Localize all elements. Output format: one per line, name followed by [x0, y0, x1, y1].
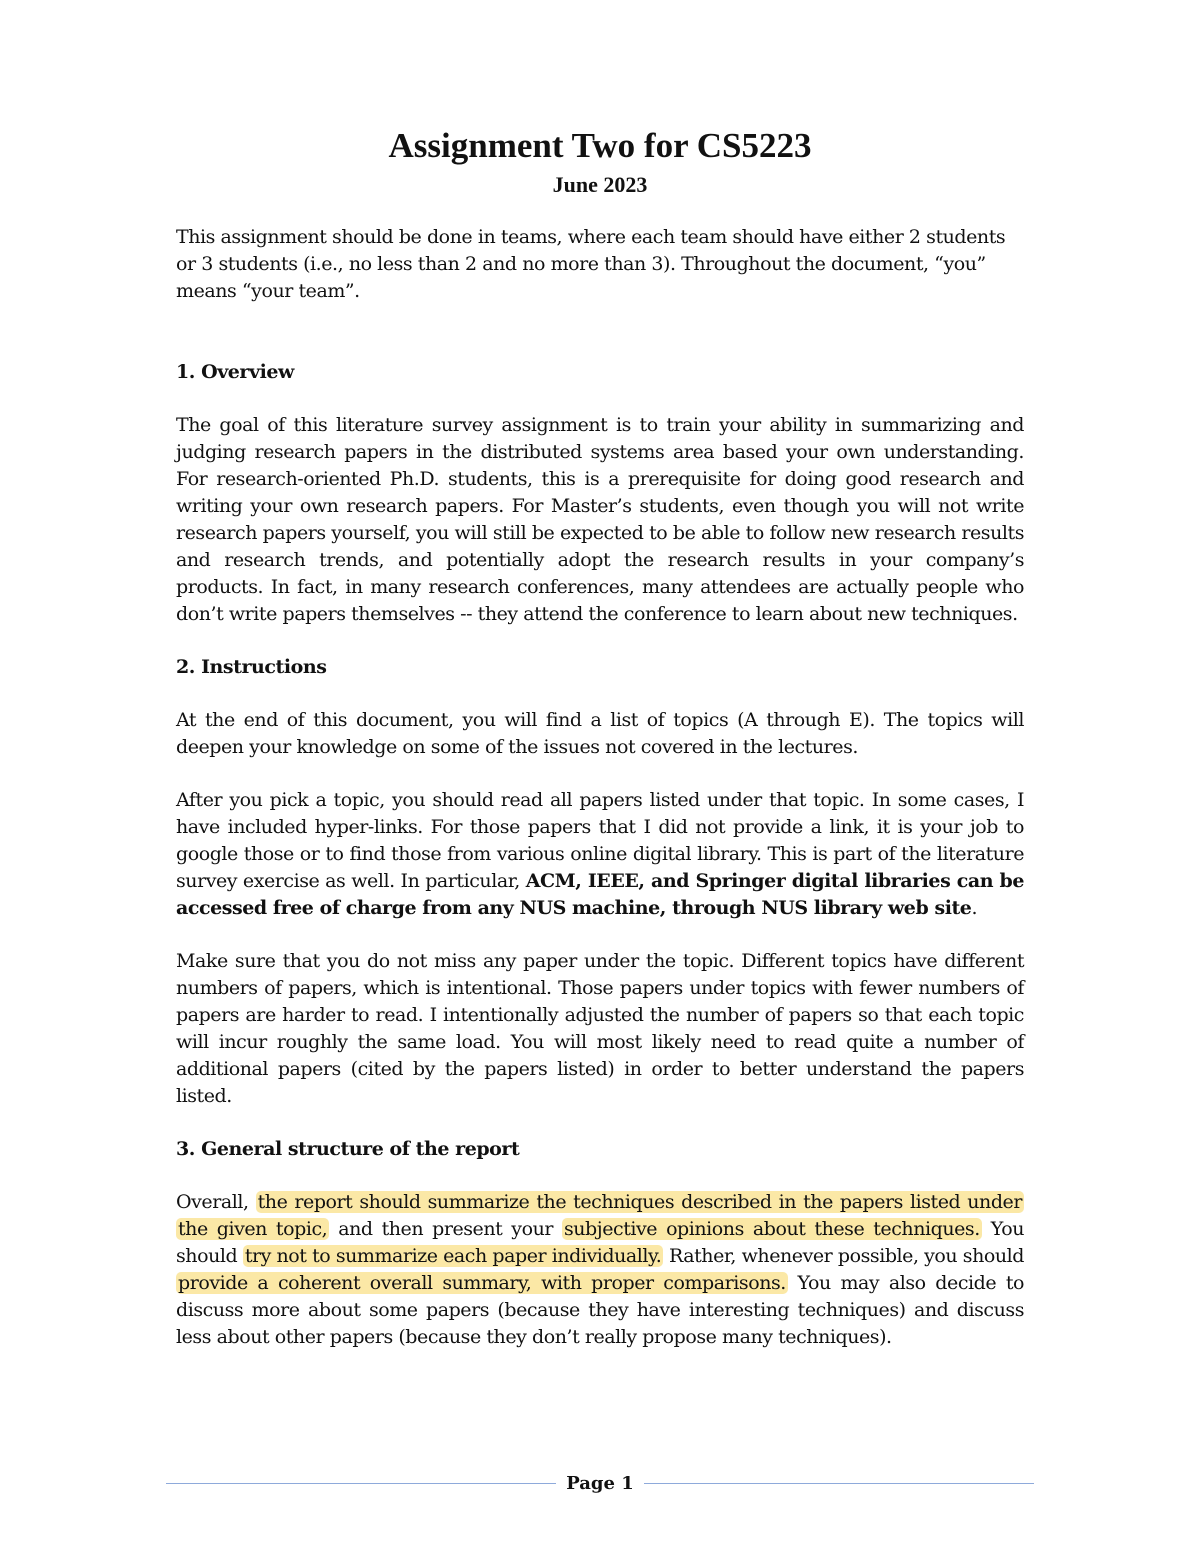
document-body: [176, 124, 1024, 1351]
footer-rule-right: [644, 1483, 1034, 1484]
section-heading-overview: 1. Overview: [176, 361, 294, 383]
instructions-paragraph-2: [176, 787, 1024, 922]
document-date: June 2023: [552, 172, 648, 197]
structure-text-2: and then present your: [329, 1218, 562, 1240]
document-title: Assignment Two for CS5223: [388, 126, 812, 165]
structure-text-3: You should: [176, 1218, 1024, 1267]
highlight-1: the report should summarize the techniques described in the papers listed under the given topic,: [178, 1191, 1022, 1240]
instructions-p2-bold: ACM, IEEE, and Springer digital libraries can be accessed free of charge from any NUS machine, through NUS library web site: [176, 870, 1024, 919]
section-heading-structure: 3. General structure of the report: [176, 1138, 520, 1160]
page-footer: [166, 1471, 1034, 1497]
highlight-3: try not to summarize each paper individually.: [244, 1245, 662, 1267]
highlight-4: provide a coherent overall summary, with proper comparisons.: [178, 1272, 786, 1294]
structure-paragraph: [176, 1189, 1024, 1351]
structure-text-5: You may also decide to discuss more about some papers (because they have interesting techniques) and discuss less about other papers (because they don’t really propose many techniques).: [176, 1272, 1024, 1348]
structure-text-1: Overall,: [176, 1191, 256, 1213]
instructions-p2-end: .: [971, 897, 978, 919]
page-number: Page 1: [566, 1473, 634, 1494]
overview-paragraph: The goal of this literature survey assignment is to train your ability in summarizing and judging research papers in the distributed systems area based your own understanding. For research-oriented Ph.D. students, this is a prerequisite for doing good research and writing your own research papers. For Master’s students, even though you will not write research papers yourself, you will still be expected to be able to follow new research results and research trends, and potentially adopt the research results in your company’s products. In fact, in many research conferences, many attendees are actually people who don’t write papers themselves -- they attend the conference to learn about new techniques.: [176, 414, 1024, 625]
instructions-paragraph-3: Make sure that you do not miss any paper under the topic. Different topics have different numbers of papers, which is intentional. Those papers under topics with fewer numbers of papers are harder to read. I intentionally adjusted the number of papers so that each topic will incur roughly the same load. You will most likely need to read quite a number of additional papers (cited by the papers listed) in order to better understand the papers listed.: [176, 950, 1024, 1107]
intro-paragraph: This assignment should be done in teams, where each team should have either 2 students or 3 students (i.e., no less than 2 and no more than 3). Throughout the document, “you” means “your team”.: [176, 226, 1006, 302]
highlight-2: subjective opinions about these techniques.: [563, 1218, 980, 1240]
structure-text-4: Rather, whenever possible, you should: [663, 1245, 1025, 1267]
section-heading-instructions: 2. Instructions: [176, 656, 327, 678]
instructions-paragraph-1: At the end of this document, you will find a list of topics (A through E). The topics will deepen your knowledge on some of the issues not covered in the lectures.: [176, 709, 1024, 758]
footer-rule-left: [166, 1483, 556, 1484]
instructions-p2-text: After you pick a topic, you should read all papers listed under that topic. In some cases, I have included hyper-links. For those papers that I did not provide a link, it is your job to google those or to find those from various online digital library. This is part of the literature survey exercise as well. In particular,: [176, 789, 1024, 892]
